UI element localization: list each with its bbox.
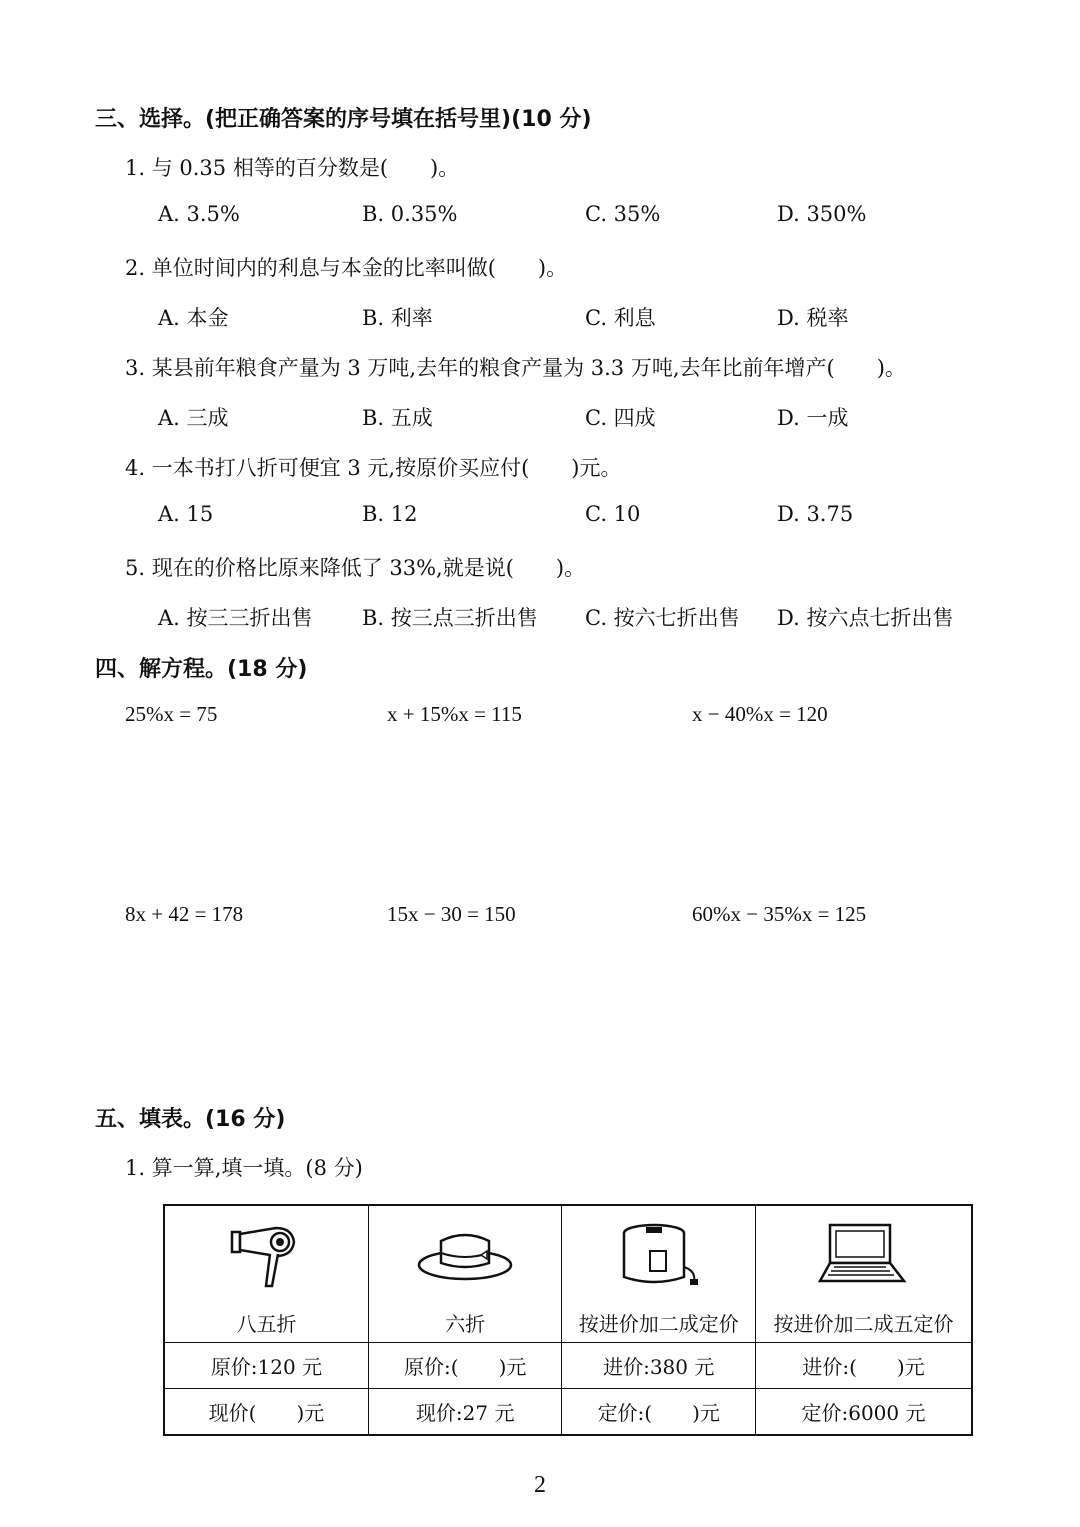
section-5-subtitle: 1. 算一算,填一填。(8 分) — [125, 1156, 363, 1180]
option-4b: B. 12 — [362, 502, 418, 526]
section-3-title: 三、选择。(把正确答案的序号填在括号里)(10 分) — [95, 107, 592, 132]
option-3b: B. 五成 — [362, 406, 433, 430]
table-cell-r1c4: 进价:( )元 — [756, 1343, 973, 1389]
rice-cooker-icon — [614, 1219, 704, 1291]
option-1d: D. 350% — [777, 202, 867, 226]
section-5-title: 五、填表。(16 分) — [95, 1107, 286, 1132]
question-3: 3. 某县前年粮食产量为 3 万吨,去年的粮食产量为 3.3 万吨,去年比前年增产( )。 — [125, 356, 906, 380]
question-1: 1. 与 0.35 相等的百分数是( )。 — [125, 156, 460, 180]
equation-2: x + 15%x = 115 — [387, 702, 522, 726]
table-cell-r2c3: 定价:( )元 — [562, 1389, 756, 1436]
table-cell-r1c3: 进价:380 元 — [562, 1343, 756, 1389]
question-2: 2. 单位时间内的利息与本金的比率叫做( )。 — [125, 256, 568, 280]
label-plus-25: 按进价加二成五定价 — [773, 1312, 954, 1336]
option-2a: A. 本金 — [158, 306, 229, 330]
option-4a: A. 15 — [158, 502, 214, 526]
option-1c: C. 35% — [585, 202, 661, 226]
hat-icon — [415, 1225, 515, 1285]
equation-6: 60%x − 35%x = 125 — [692, 902, 867, 926]
option-3a: A. 三成 — [158, 406, 229, 430]
option-3d: D. 一成 — [777, 406, 849, 430]
option-5b: B. 按三点三折出售 — [362, 606, 538, 630]
option-3c: C. 四成 — [585, 406, 656, 430]
option-2d: D. 税率 — [777, 306, 849, 330]
label-plus-20: 按进价加二成定价 — [578, 1312, 739, 1336]
option-2b: B. 利率 — [362, 306, 433, 330]
table-cell-r2c1: 现价( )元 — [164, 1389, 368, 1436]
table-cell-r2c4: 定价:6000 元 — [756, 1389, 973, 1436]
table-cell-cooker — [562, 1205, 756, 1343]
page-number: 2 — [534, 1472, 546, 1498]
equation-4: 8x + 42 = 178 — [125, 902, 244, 926]
section-4-title: 四、解方程。(18 分) — [95, 657, 308, 682]
option-1b: B. 0.35% — [362, 202, 458, 226]
question-5: 5. 现在的价格比原来降低了 33%,就是说( )。 — [125, 556, 586, 580]
hair-dryer-icon — [226, 1220, 306, 1290]
option-4d: D. 3.75 — [777, 502, 854, 526]
label-60-discount: 六折 — [445, 1312, 486, 1336]
laptop-icon — [816, 1219, 912, 1291]
table-cell-laptop — [756, 1205, 973, 1343]
table-cell-r1c1: 原价:120 元 — [164, 1343, 368, 1389]
price-table — [163, 1204, 973, 1436]
table-cell-dryer — [164, 1205, 368, 1343]
option-5d: D. 按六点七折出售 — [777, 606, 954, 630]
table-cell-r2c2: 现价:27 元 — [368, 1389, 562, 1436]
option-2c: C. 利息 — [585, 306, 656, 330]
option-5c: C. 按六七折出售 — [585, 606, 740, 630]
option-5a: A. 按三三折出售 — [158, 606, 313, 630]
option-1a: A. 3.5% — [158, 202, 240, 226]
table-cell-r1c2: 原价:( )元 — [368, 1343, 562, 1389]
option-4c: C. 10 — [585, 502, 641, 526]
table-cell-hat — [368, 1205, 562, 1343]
equation-1: 25%x = 75 — [125, 702, 218, 726]
equation-5: 15x − 30 = 150 — [387, 902, 516, 926]
label-85-discount: 八五折 — [236, 1312, 297, 1336]
question-4: 4. 一本书打八折可便宜 3 元,按原价买应付( )元。 — [125, 456, 622, 480]
equation-3: x − 40%x = 120 — [692, 702, 828, 726]
